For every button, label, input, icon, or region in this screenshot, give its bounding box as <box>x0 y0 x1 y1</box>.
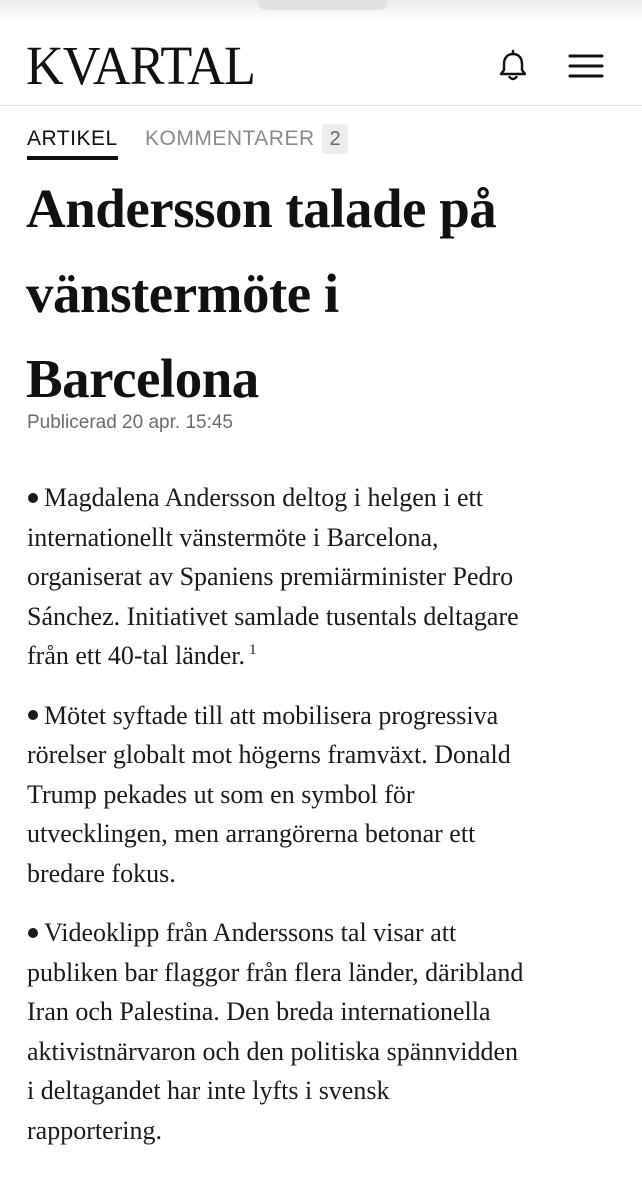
bullet-line: Sánchez. Initiativet samlade tusentals deltagare <box>27 601 519 631</box>
bullet-line: organiserat av Spaniens premiärminister Pedro <box>27 562 514 591</box>
bullet-dot-icon <box>28 710 38 720</box>
list-item <box>27 478 627 676</box>
tab-comments[interactable]: KOMMENTARER <box>145 127 315 150</box>
site-logo[interactable]: KVARTAL <box>26 35 255 96</box>
masthead <box>0 22 642 106</box>
bullet-line: Videoklipp från Anderssons tal visar att <box>44 918 457 947</box>
headline-line: Barcelona <box>26 348 259 409</box>
bullet-line: rapportering. <box>27 1115 163 1145</box>
bullet-line: bredare fokus. <box>27 858 176 888</box>
bullet-line: från ett 40-tal länder. <box>27 641 246 670</box>
hamburger-menu-icon[interactable] <box>562 46 608 86</box>
bullet-line: Trump pekades ut som en symbol för <box>27 779 415 809</box>
bullet-line: Mötet syftade till att mobilisera progressiva <box>44 700 499 730</box>
comment-count-badge: 2 <box>322 124 348 154</box>
footnote-link[interactable]: 1 <box>249 642 257 659</box>
headline-line: Andersson talade på <box>26 178 497 239</box>
bell-icon[interactable] <box>493 46 533 86</box>
bullet-line: internationellt vänstermöte i Barcelona, <box>27 522 439 552</box>
list-item <box>27 913 627 1150</box>
article-tabs <box>0 106 642 160</box>
article-headline <box>26 166 626 421</box>
bullet-line: i deltagandet har inte lyfts i svensk <box>27 1076 390 1105</box>
active-tab-indicator <box>27 156 118 160</box>
bullet-dot-icon <box>28 493 38 503</box>
bullet-line: Iran och Palestina. Den breda internationella <box>27 997 491 1026</box>
dynamic-island <box>258 0 388 10</box>
publish-timestamp: Publicerad 20 apr. 15:45 <box>27 412 233 433</box>
bullet-line: Magdalena Andersson deltog i helgen i ett <box>44 483 484 512</box>
headline-line: vänstermöte i <box>26 263 339 324</box>
bullet-line: aktivistnärvaron och den politiska spännvidden <box>27 1036 519 1066</box>
article-summary-list <box>27 478 627 1170</box>
bullet-dot-icon <box>28 928 38 938</box>
bullet-line: publiken bar flaggor från flera länder, däribland <box>27 957 524 987</box>
list-item <box>27 696 627 894</box>
bullet-line: utvecklingen, men arrangörerna betonar ett <box>27 819 476 848</box>
bullet-line: rörelser globalt mot högerns framväxt. Donald <box>27 740 511 769</box>
tab-article[interactable]: ARTIKEL <box>27 127 118 150</box>
